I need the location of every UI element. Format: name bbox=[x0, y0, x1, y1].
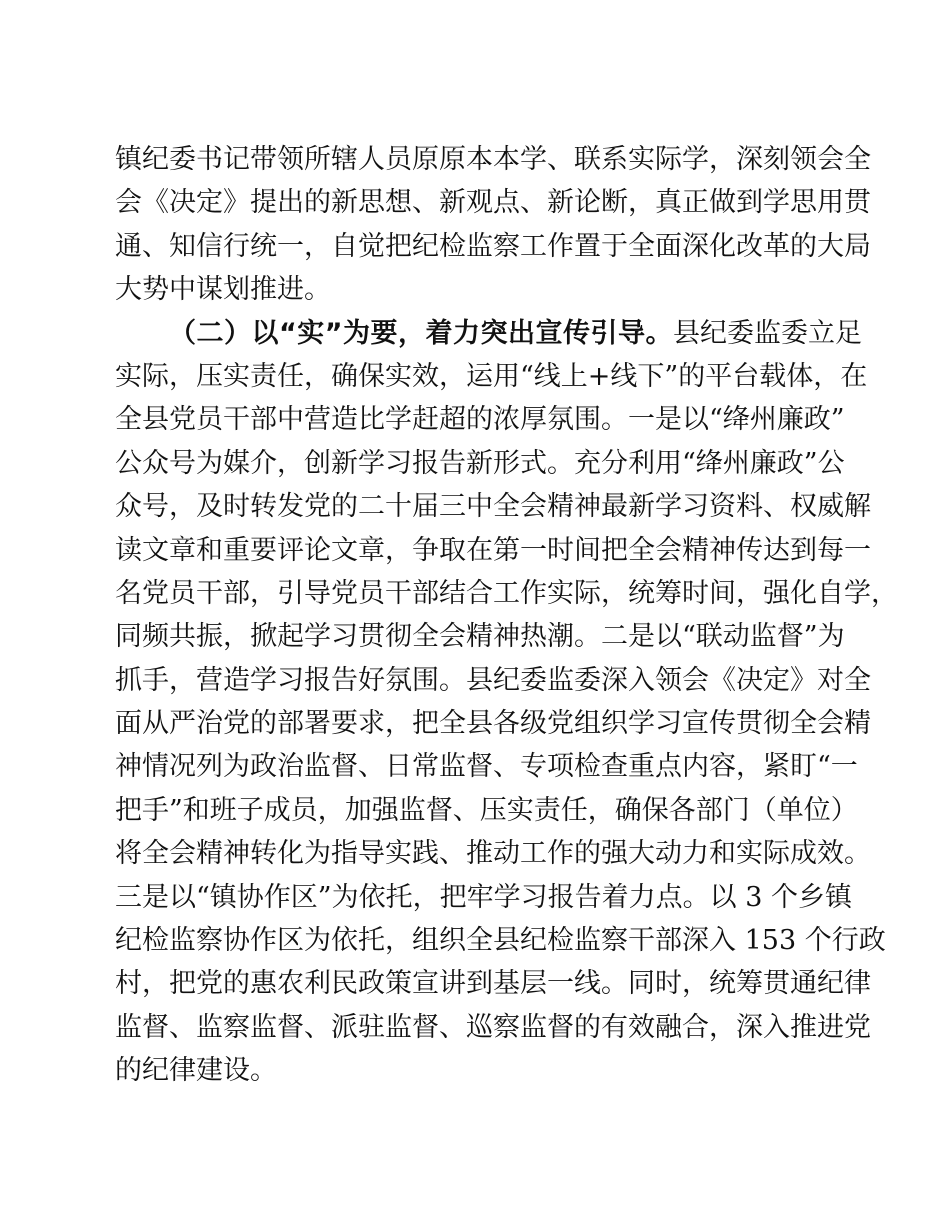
text-line: 将全会精神转化为指导实践、推动工作的强大动力和实际成效。 bbox=[115, 838, 871, 870]
text-line: 实际，压实责任，确保实效，运用“线上+线下”的平台载体，在 bbox=[115, 360, 868, 392]
text-line: 大势中谋划推进。 bbox=[115, 274, 331, 306]
heading-trailing-text: 县纪委监委立足 bbox=[673, 317, 862, 349]
text-line: 村，把党的惠农利民政策宣讲到基层一线。同时，统筹贯通纪律 bbox=[115, 968, 871, 1000]
text-line: 同频共振，掀起学习贯彻全会精神热潮。二是以“联动监督”为 bbox=[115, 621, 845, 653]
text-line: 三是以“镇协作区”为依托，把牢学习报告着力点。以 3 个乡镇 bbox=[115, 881, 852, 913]
text-line: 公众号为媒介，创新学习报告新形式。充分利用“绛州廉政”公 bbox=[115, 447, 845, 479]
paragraph-continuation bbox=[115, 138, 871, 312]
document-page bbox=[115, 138, 898, 1093]
text-line: 抓手，营造学习报告好氛围。县纪委监委深入领会《决定》对全 bbox=[115, 664, 871, 696]
text-line: 把手”和班子成员，加强监督、压实责任，确保各部门（单位） bbox=[115, 794, 858, 826]
text-line: 纪检监察协作区为依托，组织全县纪检监察干部深入 153 个行政 bbox=[115, 925, 886, 957]
text-line: 面从严治党的部署要求，把全县各级党组织学习宣传贯彻全会精 bbox=[115, 708, 871, 740]
text-line: 众号，及时转发党的二十届三中全会精神最新学习资料、权威解 bbox=[115, 491, 871, 523]
text-line: 名党员干部，引导党员干部结合工作实际，统筹时间，强化自学， bbox=[115, 577, 898, 609]
text-line: 神情况列为政治监督、日常监督、专项检查重点内容，紧盯“一 bbox=[115, 751, 858, 783]
text-line: 通、知信行统一，自觉把纪检监察工作置于全面深化改革的大局 bbox=[115, 230, 871, 262]
text-line: 全县党员干部中营造比学赶超的浓厚氛围。一是以“绛州廉政” bbox=[115, 404, 845, 436]
text-line-first bbox=[115, 312, 862, 355]
section-heading: （二）以“实”为要，着力突出宣传引导。 bbox=[169, 317, 673, 349]
text-line: 会《决定》提出的新思想、新观点、新论断，真正做到学思用贯 bbox=[115, 187, 871, 219]
paragraph-section-two bbox=[115, 312, 898, 1093]
text-line-last: 的纪律建设。 bbox=[115, 1055, 277, 1087]
text-line: 监督、监察监督、派驻监督、巡察监督的有效融合，深入推进党 bbox=[115, 1011, 871, 1043]
text-line: 镇纪委书记带领所辖人员原原本本学、联系实际学，深刻领会全 bbox=[115, 144, 871, 175]
text-line: 读文章和重要评论文章，争取在第一时间把全会精神传达到每一 bbox=[115, 534, 871, 566]
